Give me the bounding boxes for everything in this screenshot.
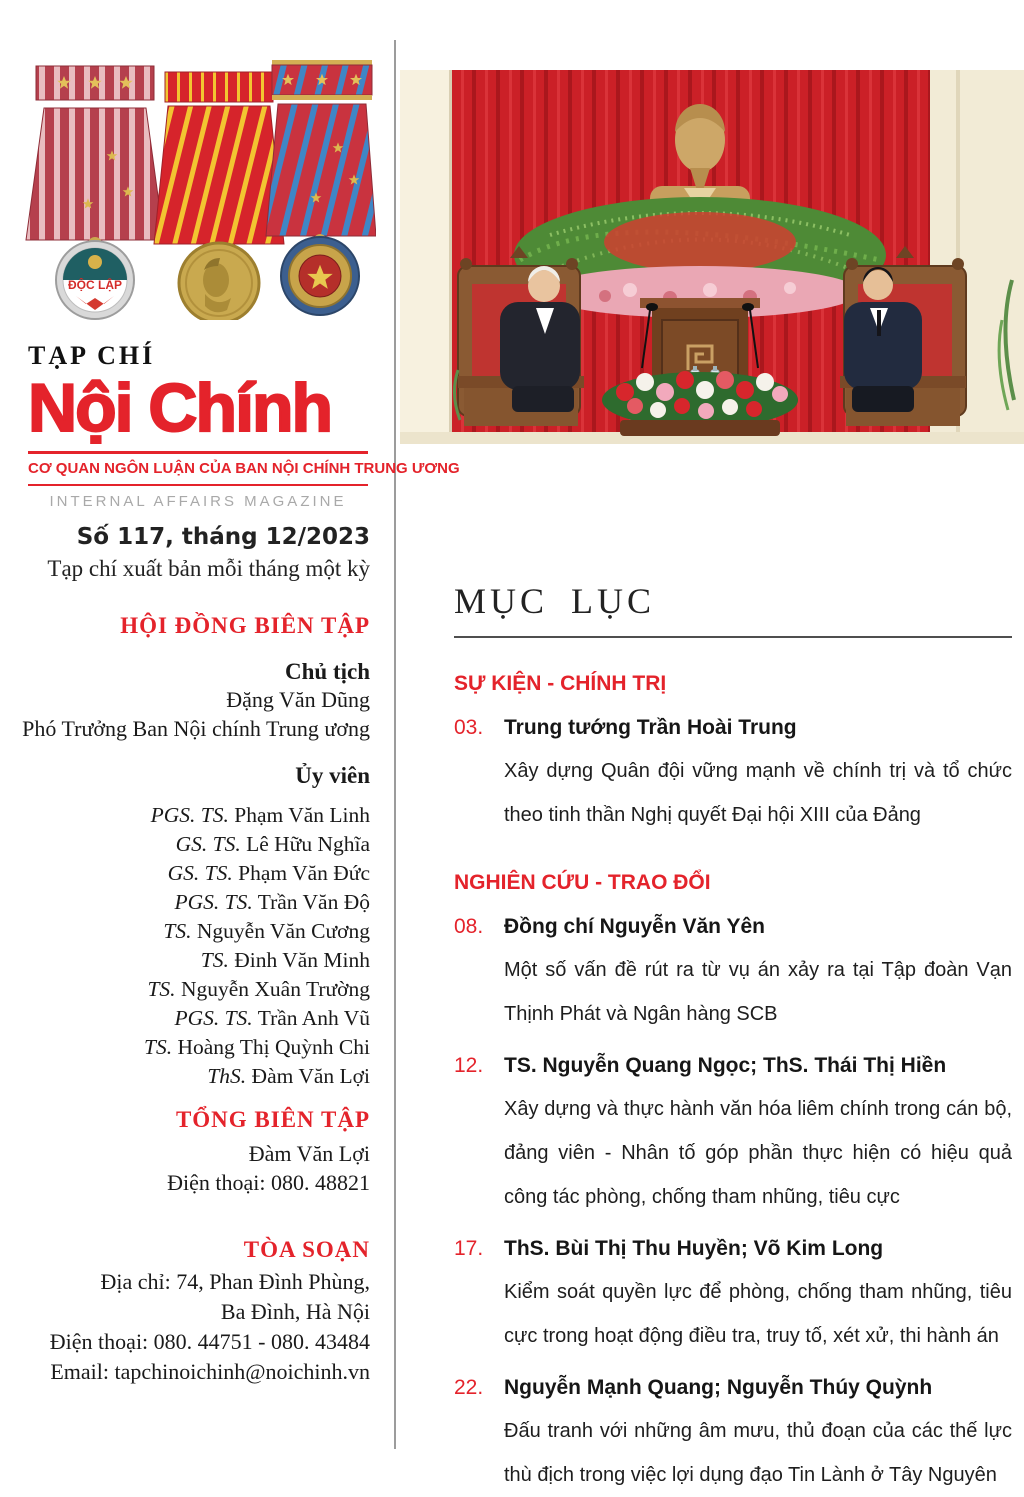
logo-pre-title: TẠP CHÍ: [28, 341, 156, 370]
board-member: [0, 859, 396, 888]
toc-entry: [454, 713, 1012, 837]
issue-number: Số 117, tháng 12/2023: [76, 524, 370, 550]
board-member: [0, 1062, 396, 1091]
meeting-photo: [400, 70, 1024, 444]
toc-entry: [454, 912, 1012, 1036]
toc-entry-page: 17.: [454, 1237, 484, 1260]
board-member-name: Nguyễn Văn Cương: [196, 919, 370, 943]
toc-entry-summary: Xây dựng Quân đội vững mạnh về chính trị và tổ chức theo tinh thần Nghị quyết Đại hội XIII của Đảng: [504, 760, 1012, 826]
toc-entry-page: 22.: [454, 1376, 484, 1399]
toc-entry-authors: Đồng chí Nguyễn Văn Yên: [504, 915, 765, 938]
board-member: [0, 946, 396, 975]
office-heading: TÒA SOẠN: [243, 1237, 370, 1262]
board-member-name: Nguyễn Xuân Trường: [180, 977, 370, 1001]
board-member-title: GS. TS.: [167, 861, 233, 885]
toc-entry: [454, 1373, 1012, 1497]
logo-rule: [28, 451, 368, 454]
toc-entry-summary: Xây dựng và thực hành văn hóa liêm chính trong cán bộ, đảng viên - Nhân tố góp phần thực hiện có hiệu quả công tác phòng, chống tham nhũng, tiêu cực: [504, 1098, 1012, 1208]
medal-lao-dong: [266, 60, 376, 315]
toc-entry: [454, 1234, 1012, 1358]
office-phone: Điện thoại: 080. 44751 - 080. 43484: [49, 1329, 370, 1354]
logo-rule: [28, 484, 368, 486]
board-member-title: ThS.: [207, 1064, 247, 1088]
board-member-name: Đinh Văn Minh: [234, 948, 370, 972]
board-member-title: PGS. TS.: [150, 803, 229, 827]
chairman-name: Đặng Văn Dũng: [226, 687, 370, 712]
chairman-label: Chủ tịch: [285, 659, 370, 684]
toc-entry-page: 03.: [454, 716, 484, 739]
board-member-title: PGS. TS.: [174, 1006, 253, 1030]
toc-entry-page: 08.: [454, 915, 484, 938]
toc-entry-authors: Trung tướng Trần Hoài Trung: [504, 716, 797, 739]
editorial-board-heading: HỘI ĐỒNG BIÊN TẬP: [120, 613, 370, 638]
toc-entry-summary: Một số vấn đề rút ra từ vụ án xảy ra tại Tập đoàn Vạn Thịnh Phát và Ngân hàng SCB: [504, 959, 1012, 1025]
logo-tagline: CƠ QUAN NGÔN LUẬN CỦA BAN NỘI CHÍNH TRUNG ƯƠNG: [28, 460, 460, 477]
table-of-contents: [396, 444, 1024, 1497]
medals-image: [16, 52, 396, 325]
toc-entry-summary: Kiểm soát quyền lực để phòng, chống tham nhũng, tiêu cực trong hoạt động điều tra, truy tố, xét xử, thi hành án: [504, 1281, 1012, 1347]
board-member-title: TS.: [163, 919, 192, 943]
medals-illustration: [16, 52, 376, 320]
board-member-name: Đàm Văn Lợi: [251, 1064, 370, 1088]
medal-ho-chi-minh: [154, 72, 284, 320]
board-member: [0, 917, 396, 946]
members-label: Ủy viên: [295, 763, 370, 788]
toc-entry-page: 12.: [454, 1054, 484, 1077]
board-member: [0, 975, 396, 1004]
toc-entry-summary: Đấu tranh với những âm mưu, thủ đoạn của các thế lực thù địch trong việc lợi dụng đạo Tin Lành ở Tây Nguyên: [504, 1420, 1012, 1486]
board-member-title: TS.: [147, 977, 176, 1001]
main-content: [396, 0, 1024, 1486]
board-member-title: PGS. TS.: [174, 890, 253, 914]
publication-frequency: Tạp chí xuất bản mỗi tháng một kỳ: [47, 556, 370, 581]
medal-doc-lap-label: ĐỘC LẬP: [68, 278, 122, 292]
board-member-name: Trần Văn Độ: [257, 890, 370, 914]
office-address-line2: Ba Đình, Hà Nội: [220, 1299, 370, 1324]
toc-section-title: NGHIÊN CỨU - TRAO ĐỔI: [454, 871, 711, 894]
toc-heading: MỤC LỤC: [454, 580, 1012, 638]
magazine-logo: [28, 341, 460, 511]
board-member: [0, 801, 396, 830]
board-member: [0, 830, 396, 859]
board-member-title: TS.: [144, 1035, 173, 1059]
toc-entry-authors: Nguyễn Mạnh Quang; Nguyễn Thúy Quỳnh: [504, 1376, 933, 1399]
board-member-name: Phạm Văn Đức: [238, 861, 370, 885]
logo-subtitle-en: INTERNAL AFFAIRS MAGAZINE: [49, 493, 347, 510]
board-member: [0, 888, 396, 917]
chairman-role: Phó Trưởng Ban Nội chính Trung ương: [22, 716, 370, 741]
toc-entry-authors: ThS. Bùi Thị Thu Huyền; Võ Kim Long: [504, 1237, 884, 1260]
left-sidebar: [0, 0, 460, 1387]
office-email: Email: tapchinoichinh@noichinh.vn: [50, 1359, 370, 1384]
board-member-name: Phạm Văn Linh: [234, 803, 370, 827]
toc-entry-authors: TS. Nguyễn Quang Ngọc; ThS. Thái Thị Hiền: [504, 1054, 947, 1077]
meeting-photo-illustration: [400, 70, 1024, 444]
board-member-name: Hoàng Thị Quỳnh Chi: [177, 1035, 370, 1059]
board-member-name: Lê Hữu Nghĩa: [246, 832, 370, 856]
center-table: [620, 420, 780, 436]
board-member: [0, 1004, 396, 1033]
logo-title: Nội Chính: [28, 370, 332, 446]
editor-in-chief-name: Đàm Văn Lợi: [248, 1141, 370, 1166]
board-member-title: TS.: [200, 948, 229, 972]
board-member: [0, 1033, 396, 1062]
editor-in-chief-heading: TỔNG BIÊN TẬP: [175, 1107, 370, 1132]
board-member-name: Trần Anh Vũ: [257, 1006, 370, 1030]
toc-entry: [454, 1051, 1012, 1219]
toc-section-title: SỰ KIỆN - CHÍNH TRỊ: [454, 672, 667, 695]
medal-doc-lap: [26, 66, 164, 319]
board-member-title: GS. TS.: [175, 832, 241, 856]
office-address-line1: Địa chỉ: 74, Phan Đình Phùng,: [100, 1269, 370, 1294]
board-members-list: [0, 801, 396, 1091]
editor-in-chief-phone: Điện thoại: 080. 48821: [167, 1170, 370, 1195]
